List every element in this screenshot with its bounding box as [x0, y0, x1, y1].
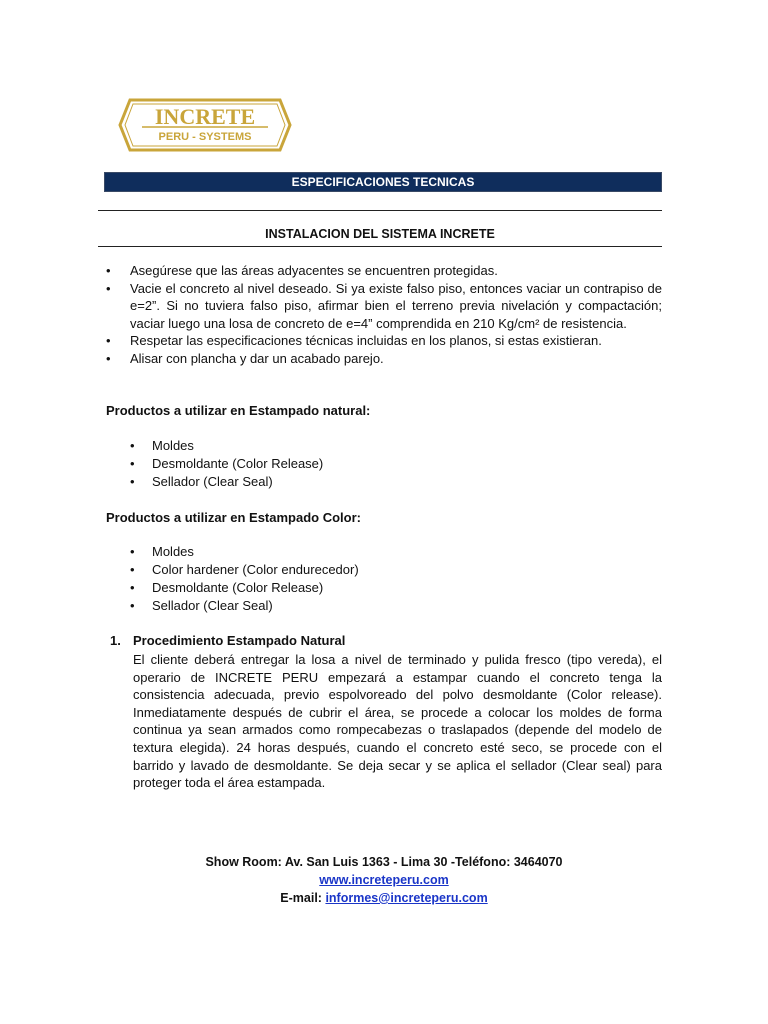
list-item: • Sellador (Clear Seal): [130, 473, 323, 491]
website-link[interactable]: www.increteperu.com: [319, 873, 449, 887]
section-title: INSTALACION DEL SISTEMA INCRETE: [265, 227, 495, 241]
color-products-list: [130, 543, 359, 615]
list-item: • Sellador (Clear Seal): [130, 597, 359, 615]
list-item: • Respetar las especificaciones técnicas incluidas en los planos, si estas existieran.: [106, 332, 662, 350]
list-item: • Moldes: [130, 543, 359, 561]
list-item: • Vacie el concreto al nivel deseado. Si ya existe falso piso, entonces vaciar un contrapiso de e=2”. Si no tuviera falso piso, afirmar bien el terreno previa nivelación y compactación; vaciar luego una losa de concreto de e=4” comprendida en 210 Kg/cm² de resistencia.: [106, 280, 662, 333]
natural-products-list: [130, 437, 323, 491]
increte-logo: [118, 98, 292, 152]
list-item: • Alisar con plancha y dar un acabado parejo.: [106, 350, 662, 368]
list-item: • Desmoldante (Color Release): [130, 455, 323, 473]
footer-website-line: [0, 873, 768, 887]
email-label: E-mail:: [280, 891, 326, 905]
list-item: • Asegúrese que las áreas adyacentes se encuentren protegidas.: [106, 262, 662, 280]
procedure-body: El cliente deberá entregar la losa a nivel de terminado y pulida fresco (tipo vereda), el operario de INCRETE PERU empezará a estampar cuando el concreto tenga la consistencia adecuada, previo espolvoreado del polvo desmoldante (Color release). Inmediatamente después de cubrir el área, se procede a colocar los moldes de forma continua ya sean armados como rompecabezas o traslapados (depende del modelo de textura elegida). 24 horas después, cuando el concreto esté seco, se procede con el barrido y lavado de desmoldante. Se deja secar y se aplica el sellador (Clear seal) para proteger toda el área estampada.: [133, 652, 662, 791]
procedure-number: 1.: [110, 633, 121, 648]
natural-products-heading: Productos a utilizar en Estampado natural:: [106, 403, 371, 418]
footer-address: Show Room: Av. San Luis 1363 - Lima 30 -Teléfono: 3464070: [205, 855, 563, 869]
color-products-heading: Productos a utilizar en Estampado Color:: [106, 510, 361, 525]
list-item: • Desmoldante (Color Release): [130, 579, 359, 597]
bottom-rule: [98, 246, 662, 247]
list-item: • Color hardener (Color endurecedor): [130, 561, 359, 579]
spec-banner: ESPECIFICACIONES TECNICAS: [104, 172, 662, 192]
footer-email-line: [0, 891, 768, 905]
list-item: • Moldes: [130, 437, 323, 455]
procedure-title: Procedimiento Estampado Natural: [133, 633, 346, 648]
top-rule: [98, 210, 662, 211]
logo-subname: PERU - SYSTEMS: [158, 131, 252, 143]
logo-name: INCRETE: [154, 104, 256, 129]
instruction-list: [106, 262, 662, 368]
email-link[interactable]: informes@increteperu.com: [325, 891, 488, 905]
